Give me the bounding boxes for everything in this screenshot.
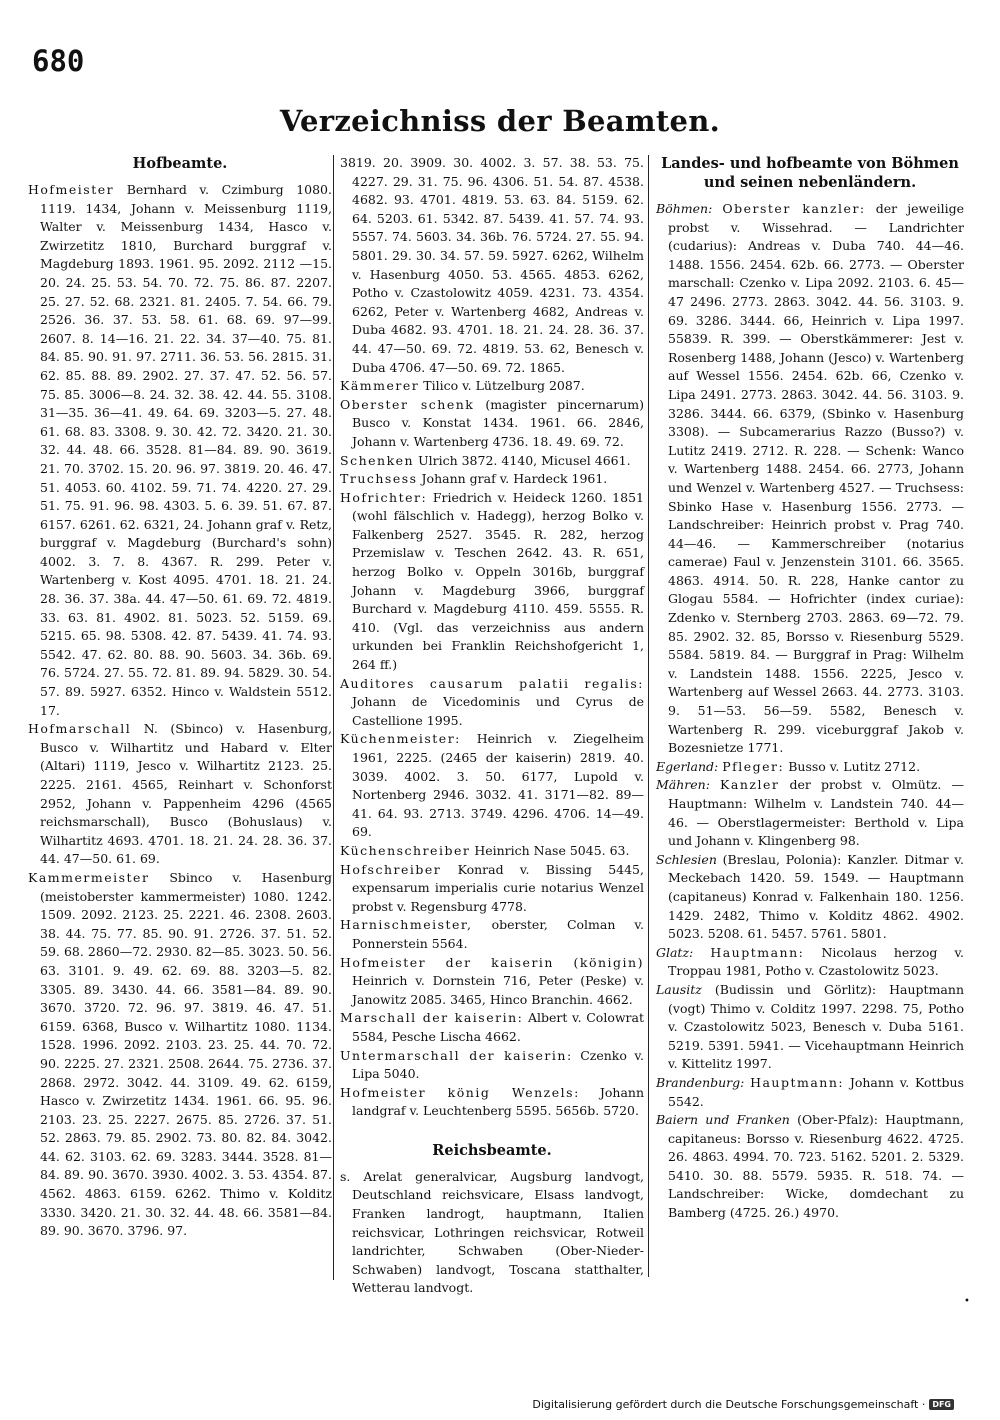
entry-text: Johann landgraf v. Leuchtenberg 5595. 5656b. 5720.: [352, 1084, 644, 1119]
entry-text: N. (Sbinco) v. Hasenburg, Busco v. Wilhartitz und Habard v. Elter (Altari) 1119, Jesco v. Wilhartitz 2123. 25. 2225. 2161. 4565, Reinhart v. Schonforst 2952, Johann v. Pappenheim 4296 (4565 reichsmarschall), Busco (Bohuslaus) v. Wilhartitz 4693. 4701. 18. 21. 24. 28. 36. 37. 44. 47—50. 61. 69.: [40, 721, 332, 867]
entry-schlesien: [656, 851, 964, 944]
entry-text: (Budissin und Görlitz): Hauptmann (vogt) Thimo v. Colditz 1997. 2298. 75, Potho v. Czastolowitz 5023, Benesch v. Duba 5161. 5219. 5391. 5941. — Vicehauptmann Heinrich v. Kittelitz 1997.: [668, 981, 964, 1072]
entry-text: Johann graf v. Hardeck 1961.: [421, 471, 608, 487]
office-name: Hofmarschall: [28, 721, 132, 737]
region-name: Schlesien: [656, 851, 717, 867]
entry-oberster-schenk: [340, 396, 644, 452]
region-name: Baiern und Franken: [656, 1112, 790, 1128]
column-hofbeamte: [28, 154, 332, 1241]
entry-text: Sbinco v. Hasenburg (meistoberster kammermeister) 1080. 1242. 1509. 2092. 2123. 25. 2221. 46. 2308. 2603. 38. 44. 75. 77. 85. 90. 91. 2726. 37. 51. 52. 59. 68. 2860—72. 2930. 82—85. 3023. 50. 56. 63. 3101. 9. 49. 62. 69. 88. 3203—5. 82. 3305. 89. 3430. 44. 66. 3581—84. 89. 90. 3670. 3720. 72. 96. 97. 3819. 46. 47. 51. 6159. 6368, Busco v. Wilhartitz 1080. 1134. 1528. 1996. 2092. 2103. 23. 25. 44. 70. 72. 90. 2225. 27. 2321. 2508. 2644. 75. 2736. 37. 2868. 2972. 3042. 44. 3109. 49. 62. 6159, Hasco v. Zwirzetitz 1434. 1961. 66. 95. 96. 2103. 23. 25. 2227. 2675. 85. 2726. 37. 51. 52. 2863. 79. 85. 2902. 73. 80. 82. 84. 3042. 44. 62. 3103. 62. 69. 3283. 3444. 3528. 81—84. 89. 90. 3670. 3930. 4002. 3. 53. 4354. 87. 4562. 4863. 6159. 6262. Thimo v. Kolditz 3330. 3420. 21. 30. 32. 44. 48. 66. 3581—84. 89. 90. 3670. 3796. 97.: [40, 869, 332, 1239]
entry-schenken: [340, 452, 644, 471]
office-name: Kammermeister: [28, 869, 150, 885]
office-name: Schenken: [340, 452, 415, 468]
entry-text: Busso v. Lutitz 2712.: [788, 758, 921, 774]
entry-text: (magister pincernarum) Busco v. Konstat 1434. 1961. 66. 2846, Johann v. Wartenberg 4736. 18. 49. 69. 72.: [352, 396, 644, 449]
entry-reichsbeamte: [340, 1168, 644, 1298]
region-name: Brandenburg:: [656, 1074, 745, 1090]
entry-text: der probst v. Olmütz. — Hauptmann: Wilhelm v. Landstein 740. 44—46. — Oberstlagermeister: Berthold v. Lipa und Johann v. Klingenberg 98.: [668, 777, 964, 849]
entry-hofmeister-wenzel: [340, 1084, 644, 1121]
entry-boehmen: [656, 200, 964, 758]
entry-text: s. Arelat generalvicar, Augsburg landvogt, Deutschland reichsvicare, Elsass landvogt, Franken landrogt, hauptmann, Italien reichsvicar, Lothringen reichsvicar, Rotweil landrichter, Schwaben (Ober-Nieder-Schwaben) landvogt, Toscana statthalter, Wetterau landvogt.: [340, 1168, 644, 1296]
column-rule-right: [648, 155, 649, 1277]
entry-text: Friedrich v. Heideck 1260. 1851 (wohl fälschlich v. Hadegg), herzog Bolko v. Falkenberg 2527. 3545. R. 282, herzog Przemislaw v. Teschen 2642. 43. R. 651, herzog Bolko v. Oppeln 3016b, burggraf Johann v. Magdeburg 3966, burggraf Burchard v. Magdeburg 4110. 459. 5555. R. 410. (Vgl. das verzeichniss aus andern urkunden bei Franklin Reichshofgericht 1, 264 ff.): [352, 489, 644, 673]
office-name: Harnischmeister,: [340, 917, 473, 933]
page-number: 680: [32, 44, 85, 78]
section-heading-reichsbeamte: Reichsbeamte.: [432, 1141, 552, 1159]
region-name: Böhmen:: [656, 201, 713, 216]
entry-text: Johann de Vicedominis und Cyrus de Castellione 1995.: [352, 694, 644, 728]
office-name: Hofrichter:: [340, 489, 428, 505]
region-name: Egerland:: [656, 758, 719, 774]
entry-untermarschall-kaiserin: [340, 1047, 644, 1084]
column-middle: [340, 154, 644, 1298]
entry-text: Heinrich v. Ziegelheim 1961, 2225. (2465 der kaiserin) 2819. 40. 3039. 4002. 3. 50. 6177, Lupold v. Nortenberg 2946. 3032. 41. 3171—82. 89—41. 64. 93. 2713. 3749. 4296. 4706. 14—49. 69.: [352, 731, 644, 840]
entry-egerland: [656, 758, 964, 777]
entry-text: Tilico v. Lützelburg 2087.: [423, 378, 585, 394]
entry-text: (Breslau, Polonia): Kanzler. Ditmar v. Meckebach 1420. 59. 1549. — Hauptmann (capitaneus) Konrad v. Falkenhain 180. 1256. 1429. 2482, Thimo v. Kolditz 4862. 4902. 5023. 5208. 61. 5457. 5761. 5801.: [668, 851, 964, 942]
office-name: Truchsess: [340, 471, 418, 487]
region-name: Glatz:: [656, 944, 694, 960]
stray-mark: •: [964, 1296, 970, 1307]
office-name: Hofmeister: [28, 182, 115, 197]
office-name: Oberster kanzler:: [722, 201, 866, 216]
office-name: Hofschreiber: [340, 861, 442, 877]
office-name: Kämmerer: [340, 378, 420, 394]
entry-text: Ulrich 3872. 4140, Micusel 4661.: [418, 452, 631, 468]
entry-kuechenmeister: [340, 730, 644, 842]
office-name: Hauptmann:: [750, 1074, 845, 1090]
entry-text: Heinrich Nase 5045. 63.: [474, 842, 630, 858]
entry-truchsess: [340, 470, 644, 489]
column-rule-left: [333, 155, 334, 1280]
entry-text: Nicolaus herzog v. Troppau 1981, Potho v. Czastolowitz 5023.: [668, 944, 964, 979]
region-name: Mähren:: [656, 777, 710, 793]
dfg-logo-icon: DFG: [929, 1399, 954, 1410]
entry-maehren: [656, 776, 964, 850]
section-heading-hofbeamte: Hofbeamte.: [132, 155, 228, 172]
entry-kammermeister: [28, 869, 332, 1241]
entry-kuechenschreiber: [340, 842, 644, 861]
office-name: Küchenmeister:: [340, 731, 461, 747]
entry-text: Konrad v. Bissing 5445, expensarum imperialis curie notarius Wenzel probst v. Regensburg 4778.: [352, 861, 644, 914]
office-name: Marschall der kaiserin:: [340, 1010, 524, 1026]
entry-text: 3819. 20. 3909. 30. 4002. 3. 57. 38. 53. 75. 4227. 29. 31. 75. 96. 4306. 51. 54. 87. 4538. 4682. 93. 4701. 4819. 53. 63. 84. 5159. 62. 64. 5203. 61. 5342. 87. 5439. 41. 57. 74. 93. 5557. 74. 5603. 34. 36b. 76. 5724. 27. 55. 94. 5801. 29. 30. 34. 57. 59. 5927. 6262, Wilhelm v. Hasenburg 4050. 53. 4565. 4853. 6262, Potho v. Czastolowitz 4059. 4231. 73. 4354. 6262, Peter v. Wartenberg 4682, Andreas v. Duba 4682. 93. 4701. 18. 21. 24. 28. 36. 37. 44. 47—50. 69. 72. 4819. 53. 62, Benesch v. Duba 4706. 47—50. 69. 72. 1865.: [340, 155, 644, 375]
entry-text: Bernhard v. Czimburg 1080. 1119. 1434, Johann v. Meissenburg 1119, Walter v. Meissenburg 1434, Hasco v. Zwirzetitz 1810, Burchard burggraf v. Magdeburg 1893. 1961. 95. 2092. 2112 —15. 20. 24. 25. 53. 54. 70. 72. 75. 86. 87. 2207. 25. 27. 52. 68. 2321. 81. 2405. 7. 54. 66. 79. 2526. 36. 37. 53. 58. 61. 68. 69. 97—99. 2607. 8. 14—16. 21. 22. 34. 37—40. 75. 81. 84. 85. 90. 91. 97. 2711. 36. 53. 56. 2815. 31. 62. 85. 88. 89. 2902. 27. 37. 47. 52. 56. 57. 75. 85. 3006—8. 24. 32. 38. 42. 44. 55. 3108. 31—35. 36—41. 49. 64. 69. 3203—5. 27. 48. 61. 68. 83. 3308. 9. 30. 42. 72. 3420. 21. 30. 32. 44. 48. 66. 3528. 81—84. 89. 90. 3619. 21. 70. 3702. 15. 20. 96. 97. 3819. 20. 46. 47. 51. 4053. 60. 4102. 59. 71. 74. 4220. 27. 29. 51. 75. 91. 96. 98. 4303. 5. 6. 39. 51. 67. 87. 6157. 6261. 62. 6321, 24. Johann graf v. Retz, burggraf v. Magdeburg (Burchard's sohn) 4002. 3. 7. 8. 4367. R. 299. Peter v. Wartenberg v. Kost 4095. 4701. 18. 21. 24. 28. 36. 37. 38a. 44. 47—50. 61. 69. 72. 4819. 33. 63. 81. 4902. 81. 5023. 52. 5159. 69. 5215. 65. 98. 5308. 42. 87. 5439. 41. 74. 93. 5542. 47. 62. 80. 88. 90. 5603. 34. 36b. 69. 76. 5724. 27. 55. 72. 81. 89. 94. 5829. 30. 54. 57. 89. 5927. 6352. Hinco v. Waldstein 5512. 17.: [40, 182, 332, 718]
office-name: Küchenschreiber: [340, 842, 471, 858]
entry-continuation: [340, 154, 644, 377]
section-heading-boehmen: Landes- und hofbeamte von Böhmen und seinen nebenländern.: [661, 155, 959, 191]
entry-text: (Ober-Pfalz): Hauptmann, capitaneus: Borsso v. Riesenburg 4622. 4725. 26. 4863. 4994. 70. 723. 5162. 5201. 2. 5329. 5410. 30. 88. 5579. 5935. R. 518. 74. — Landschreiber: Wicke, domdechant zu Bamberg (4725. 26.) 4970.: [668, 1112, 964, 1221]
office-name: Hofmeister könig Wenzels:: [340, 1084, 580, 1100]
column-boehmen: [656, 154, 964, 1223]
entry-hofmeister: [28, 181, 332, 720]
entry-marschall-kaiserin: [340, 1009, 644, 1046]
entry-harnischmeister: [340, 916, 644, 953]
entry-text: Johann v. Kottbus 5542.: [668, 1074, 964, 1109]
entry-text: oberster, Colman v. Ponnerstein 5564.: [352, 917, 644, 951]
entry-text: Heinrich v. Dornstein 716, Peter (Peske) v. Janowitz 2085. 3465, Hinco Branchin. 4662.: [352, 973, 644, 1007]
entry-brandenburg: [656, 1074, 964, 1111]
entry-auditores: [340, 675, 644, 731]
entry-text: der jeweilige probst v. Wissehrad. — Landrichter (cudarius): Andreas v. Duba 740. 44—46. 1488. 1556. 2454. 62b. 66. 2773. — Oberster marschall: Czenko v. Lipa 2092. 2103. 6. 45—47 2496. 2773. 2863. 3042. 44. 56. 3103. 9. 69. 3286. 3444. 66, Heinrich v. Lipa 1997. 55839. R. 399. — Oberstkämmerer: Jest v. Rosenberg 1488, Johann (Jesco) v. Wartenberg auf Wessel 1556. 2454. 62b. 66, Czenko v. Lipa 2491. 2773. 2863. 3042. 44. 56. 3103. 9. 3286. 3444. 66. 6379, (Sbinko v. Hasenburg 3308). — Subcamerarius Razzo (Busso?) v. Lutitz 2419. 2712. R. 228. — Schenk: Wanco v. Wartenberg 1488. 2454. 66. 2773, Johann und Wenzel v. Wartenberg 4527. — Truchsess: Sbinko Hase v. Hasenburg 1556. 2773. — Landschreiber: Heinrich probst v. Prag 740. 44—46. — Kammerschreiber (notarius camerae) Faul v. Jenzenstein 3101. 66. 3565. 4863. 4914. 50. R. 228, Hanke cantor zu Glogau 5584. — Hofrichter (index curiae): Zdenko v. Sternberg 2703. 2863. 69—72. 79. 85. 2902. 32. 85, Borsso v. Riesenburg 5529. 5584. 5819. 84. — Burggraf in Prag: Wilhelm v. Landstein 1488. 1556. 2225, Jesco v. Wartenberg auf Wessel 2663. 44. 2773. 3103. 9. 51—53. 56—59. 5582, Benesch v. Wartenberg R. 299. viceburggraf Jakob v. Bozesnietze 1771.: [668, 201, 964, 756]
entry-text: Czenko v. Lipa 5040.: [352, 1047, 644, 1082]
digitization-footer: [532, 1398, 954, 1411]
entry-hofmarschall: [28, 720, 332, 869]
entry-hofschreiber: [340, 861, 644, 917]
office-name: Auditores causarum palatii regalis:: [340, 675, 644, 691]
entry-hofmeister-kaiserin: [340, 954, 644, 1010]
office-name: Untermarschall der kaiserin:: [340, 1047, 573, 1063]
office-name: Oberster schenk: [340, 396, 475, 412]
entry-text: Albert v. Colowrat 5584, Pesche Lischa 4662.: [352, 1010, 644, 1044]
office-name: Kanzler: [720, 777, 780, 793]
office-name: Hauptmann:: [710, 944, 805, 960]
footer-text: Digitalisierung gefördert durch die Deutsche Forschungsgemeinschaft ·: [532, 1398, 926, 1411]
entry-baiern-franken: [656, 1111, 964, 1223]
entry-lausitz: [656, 981, 964, 1074]
entry-glatz: [656, 944, 964, 981]
office-name: Hofmeister der kaiserin (königin): [340, 954, 644, 970]
entry-hofrichter: [340, 489, 644, 675]
region-name: Lausitz: [656, 981, 702, 997]
office-name: Pfleger:: [722, 758, 785, 774]
page-title: Verzeichniss der Beamten.: [279, 104, 721, 138]
entry-kaemmerer: [340, 377, 644, 396]
